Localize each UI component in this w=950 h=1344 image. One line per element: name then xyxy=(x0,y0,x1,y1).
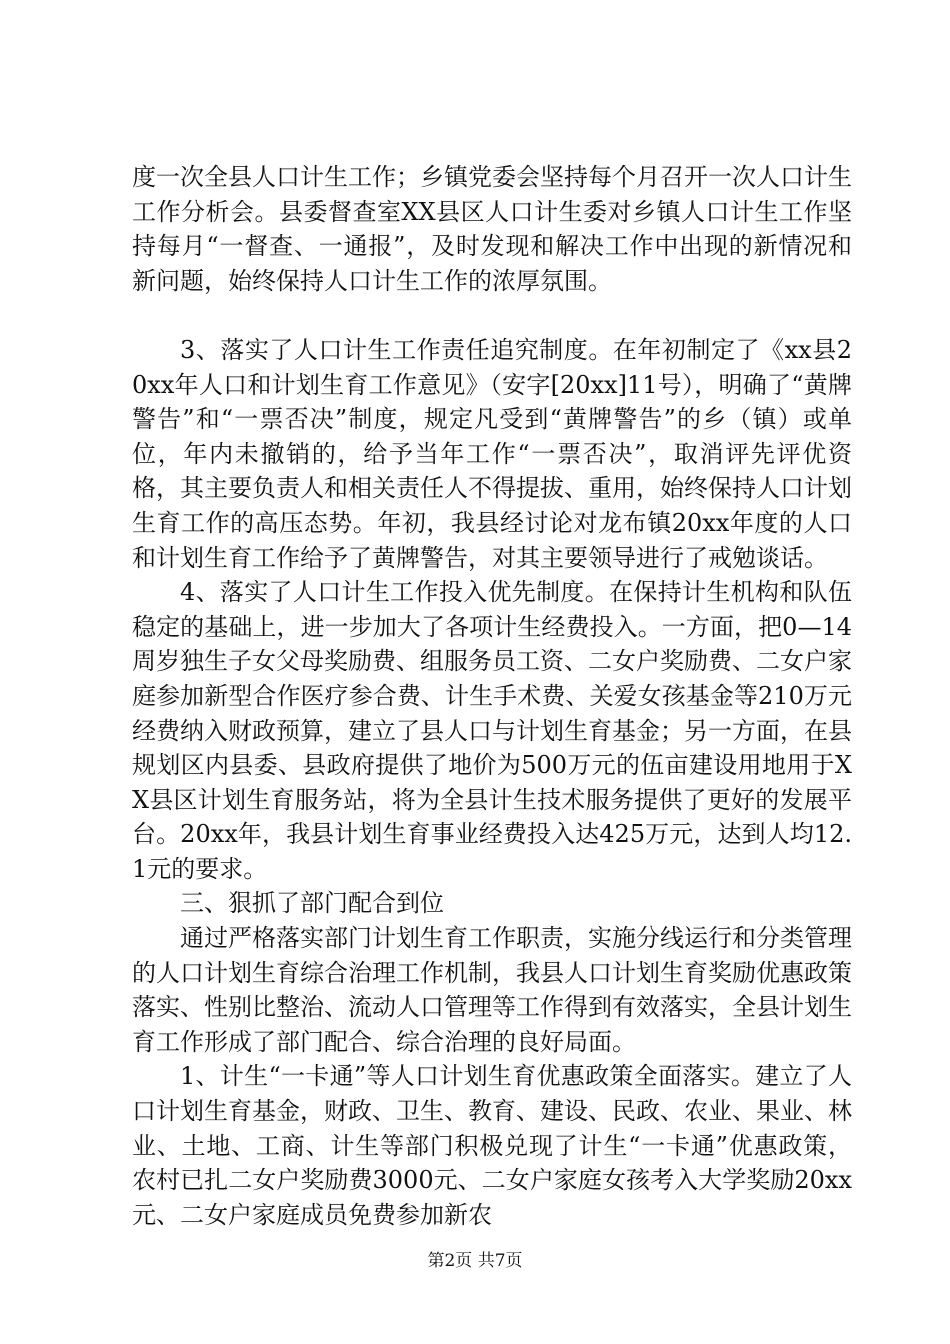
paragraph-3: 4、落实了人口计生工作投入优先制度。在保持计生机构和队伍稳定的基础上，进一步加大了各项计生经费投入。一方面，把0—14周岁独生子女父母奖励费、组服务员工资、二女户奖励费、二女户家庭参加新型合作医疗参合费、计生手术费、关爱女孩基金等210万元经费纳入财政预算，建立了县人口与计划生育基金；另一方面，在县规划区内县委、县政府提供了地价为500万元的伍亩建设用地用于XX县区计划生育服务站，将为全县计生技术服务提供了更好的发展平台。20xx年，我县计划生育事业经费投入达425万元，达到人均12.1元的要求。 xyxy=(132,578,852,883)
paragraph-1: 度一次全县人口计生工作；乡镇党委会坚持每个月召开一次人口计生工作分析会。县委督查室XX县区人口计生委对乡镇人口计生工作坚持每月“一督查、一通报”，及时发现和解决工作中出现的新情况和新问题，始终保持人口计生工作的浓厚氛围。 xyxy=(132,163,852,295)
paragraph-spacer xyxy=(132,298,852,333)
paragraph-2: 3、落实了人口计生工作责任追究制度。在年初制定了《xx县20xx年人口和计划生育工作意见》（安字[20xx]11号），明确了“黄牌警告”和“一票否决”制度，规定凡受到“黄牌警告”的乡（镇）或单位，年内未撤销的，给予当年工作“一票否决”，取消评先评优资格，其主要负责人和相关责任人不得提拔、重用，始终保持人口计划生育工作的高压态势。年初，我县经讨论对龙布镇20xx年度的人口和计划生育工作给予了黄牌警告，对其主要领导进行了戒勉谈话。 xyxy=(132,335,852,572)
section-heading: 三、狠抓了部门配合到位 xyxy=(180,889,444,918)
page-footer: 第2页 共7页 xyxy=(427,1251,523,1271)
paragraph-6: 1、计生“一卡通”等人口计划生育优惠政策全面落实。建立了人口计划生育基金，财政、卫生、教育、建设、民政、农业、果业、林业、土地、工商、计生等部门积极兑现了计生“一卡通”优惠政策，农村已扎二女户奖励费3000元、二女户家庭女孩考入大学奖励20xx元、二女户家庭成员免费参加新农 xyxy=(132,1062,852,1229)
document-body xyxy=(132,160,852,1232)
paragraph-5: 通过严格落实部门计划生育工作职责，实施分线运行和分类管理的人口计划生育综合治理工作机制，我县人口计划生育奖励优惠政策落实、性别比整治、流动人口管理等工作得到有效落实，全县计划生育工作形成了部门配合、综合治理的良好局面。 xyxy=(132,924,852,1056)
